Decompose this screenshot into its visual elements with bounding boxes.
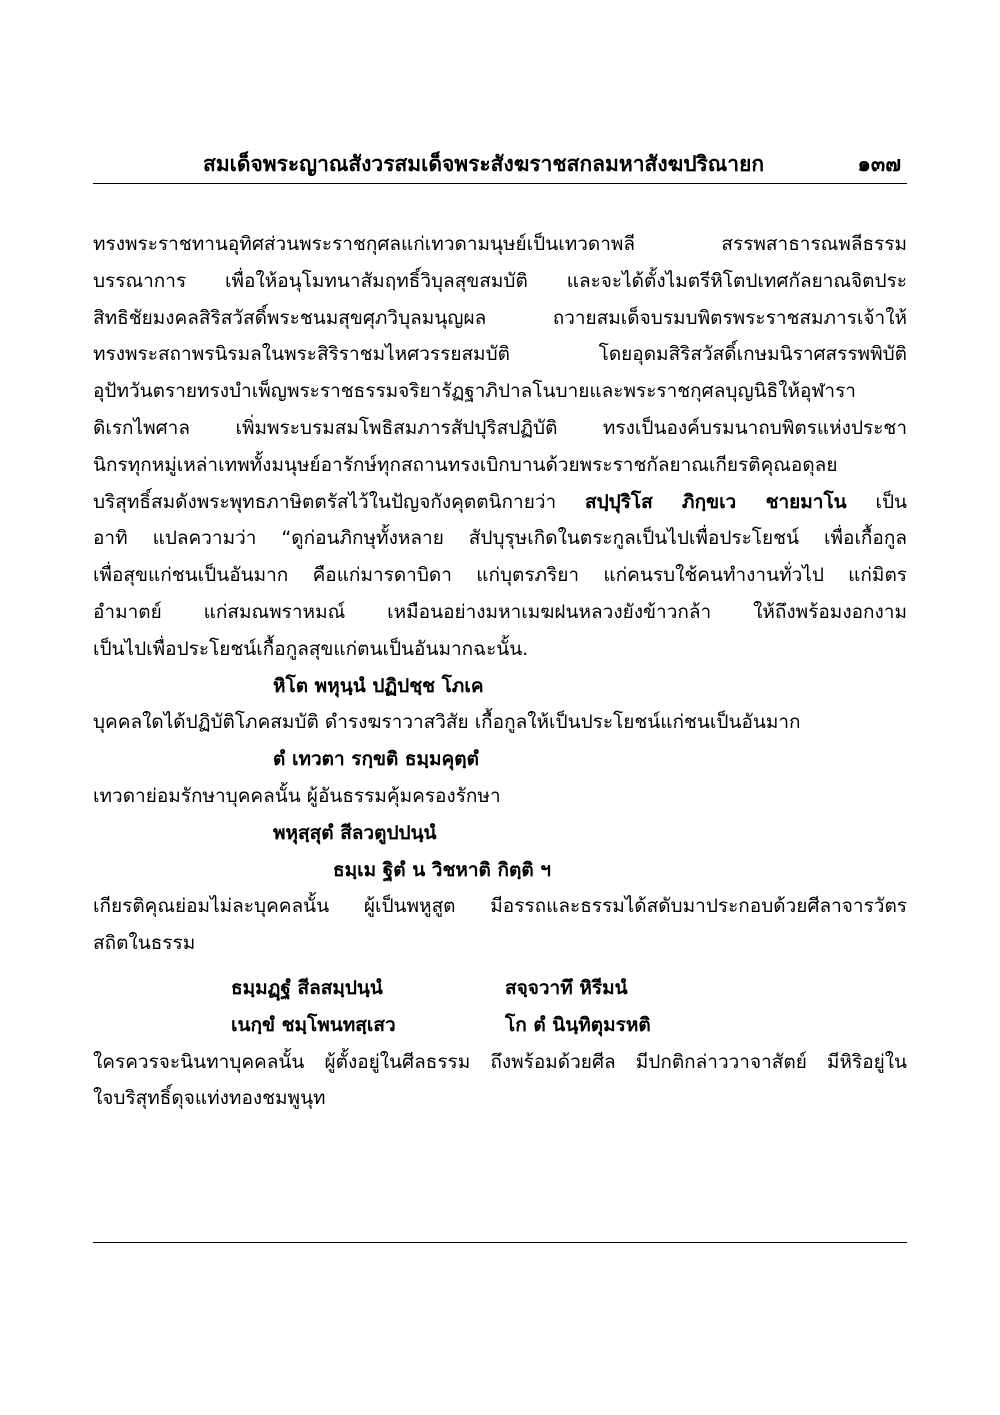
- paragraph-line: สิทธิชัยมงคลสิริสวัสดิ์พระชนมสุขศุภวิบุลมนุญผล ถวายสมเด็จบรมบพิตรพระราชสมภารเจ้าให้: [93, 306, 907, 329]
- verse-pali-left: เนกฺขํ ชมฺโพนทสฺเสว: [231, 1013, 396, 1036]
- paragraph-line: นิกรทุกหมู่เหล่าเทพทั้งมนุษย์อารักษ์ทุกสถานทรงเบิกบานด้วยพระราชกัลยาณเกียรติคุณอดุลย: [93, 453, 838, 476]
- paragraph-line-with-pali: [93, 484, 907, 521]
- verse-translation: สถิตในธรรม: [93, 932, 196, 955]
- verse-translation: ใครควรจะนินทาบุคคลนั้น ผู้ตั้งอยู่ในศีลธรรม ถึงพร้อมด้วยศีล มีปกติกล่าววาจาสัตย์ มีหิริอยู่ใน: [93, 1050, 907, 1073]
- verse-translation: เกียรติคุณย่อมไม่ละบุคคลนั้น ผู้เป็นพหูสูต มีอรรถและธรรมได้สดับมาประกอบด้วยศีลาจารวัตร: [93, 895, 907, 918]
- paragraph-line: อุปัทวันตรายทรงบำเพ็ญพระราชธรรมจริยารัฏฐาภิปาลโนบายและพระราชกุศลบุญนิธิให้อุฬารา: [93, 380, 856, 403]
- verse-translation: บุคคลใดได้ปฏิบัติโภคสมบัติ ดำรงฆราวาสวิสัย เกื้อกูลให้เป็นประโยชน์แก่ชนเป็นอันมาก: [93, 711, 801, 734]
- verse-pali-right: โก ตํ นินฺทิตุมรหติ: [505, 1013, 651, 1036]
- verse-pali: พหุสฺสุตํ สีลวตูปปนฺนํ: [273, 821, 437, 844]
- paragraph-line: ดิเรกไพศาล เพิ่มพระบรมสมโพธิสมภารสัปปุริสปฏิบัติ ทรงเป็นองค์บรมนาถบพิตรแห่งประชา: [93, 416, 907, 439]
- verse-pali: ตํ เทวตา รกฺขติ ธมฺมคุตฺตํ: [273, 748, 479, 771]
- verse-translation: ใจบริสุทธิ์ดุจแท่งทองชมพูนุท: [93, 1087, 326, 1110]
- page-title: สมเด็จพระญาณสังวรสมเด็จพระสังฆราชสกลมหาสังฆปริณายก: [203, 152, 765, 176]
- header-divider: [93, 183, 907, 184]
- pali-quote: สปฺปุริโส ภิกฺขเว ชายมาโน: [584, 490, 847, 513]
- paragraph: [93, 226, 907, 668]
- verse-pali: หิโต พหุนฺนํ ปฏิปชฺช โภเค: [273, 674, 484, 697]
- spacer: [93, 962, 907, 970]
- paragraph-line: อาทิ แปลความว่า “ดูก่อนภิกษุทั้งหลาย สัปบุรุษเกิดในตระกูลเป็นไปเพื่อประโยชน์ เพื่อเกื้อกูล: [93, 527, 907, 550]
- verse-couplet-row: [93, 1007, 907, 1044]
- line-suffix: เป็น: [875, 490, 907, 513]
- paragraph-line: เพื่อสุขแก่ชนเป็นอันมาก คือแก่มารดาบิดา แก่บุตรภริยา แก่คนรบใช้คนทำงานทั่วไป แก่มิตร: [93, 564, 907, 587]
- verse-couplet-row: [93, 970, 907, 1007]
- paragraph-last-line: เป็นไปเพื่อประโยชน์เกื้อกูลสุขแก่ตนเป็นอันมากฉะนั้น.: [93, 637, 529, 660]
- page-header: [93, 143, 907, 183]
- paragraph-line: ทรงพระสถาพรนิรมลในพระสิริราชมไหศวรรยสมบัติ โดยอุดมสิริสวัสดิ์เกษมนิราศสรรพพิบัติ: [93, 343, 907, 366]
- paragraph-line: ทรงพระราชทานอุทิศส่วนพระราชกุศลแก่เทวดามนุษย์เป็นเทวดาพลี สรรพสาธารณพลีธรรม: [93, 233, 907, 255]
- paragraph-line: อำมาตย์ แก่สมณพราหมณ์ เหมือนอย่างมหาเมฆฝนหลวงยังข้าวกล้า ให้ถึงพร้อมงอกงาม: [93, 600, 907, 623]
- line-prefix: บริสุทธิ์สมดังพระพุทธภาษิตตรัสไว้ในปัญจกังคุตตนิกายว่า: [93, 490, 557, 513]
- body-text: [93, 226, 907, 1117]
- verse-pali-right: สจฺจวาทึ หิรีมนํ: [505, 976, 628, 999]
- footer-divider: [93, 1242, 907, 1243]
- verse-pali-left: ธมฺมฏฺฐํ สีลสมฺปนฺนํ: [231, 976, 383, 999]
- page-number: ๑๓๗: [857, 152, 901, 176]
- paragraph-line: บรรณาการ เพื่อให้อนุโมทนาสัมฤทธิ์วิบุลสุขสมบัติ และจะได้ตั้งไมตรีหิโตปเทศกัลยาณจิตประ: [93, 269, 907, 292]
- verse-translation: เทวดาย่อมรักษาบุคคลนั้น ผู้อันธรรมคุ้มครองรักษา: [93, 784, 501, 807]
- verse-pali: ธมฺเม ฐิตํ น วิชหาติ กิตฺติ ฯ: [333, 858, 551, 881]
